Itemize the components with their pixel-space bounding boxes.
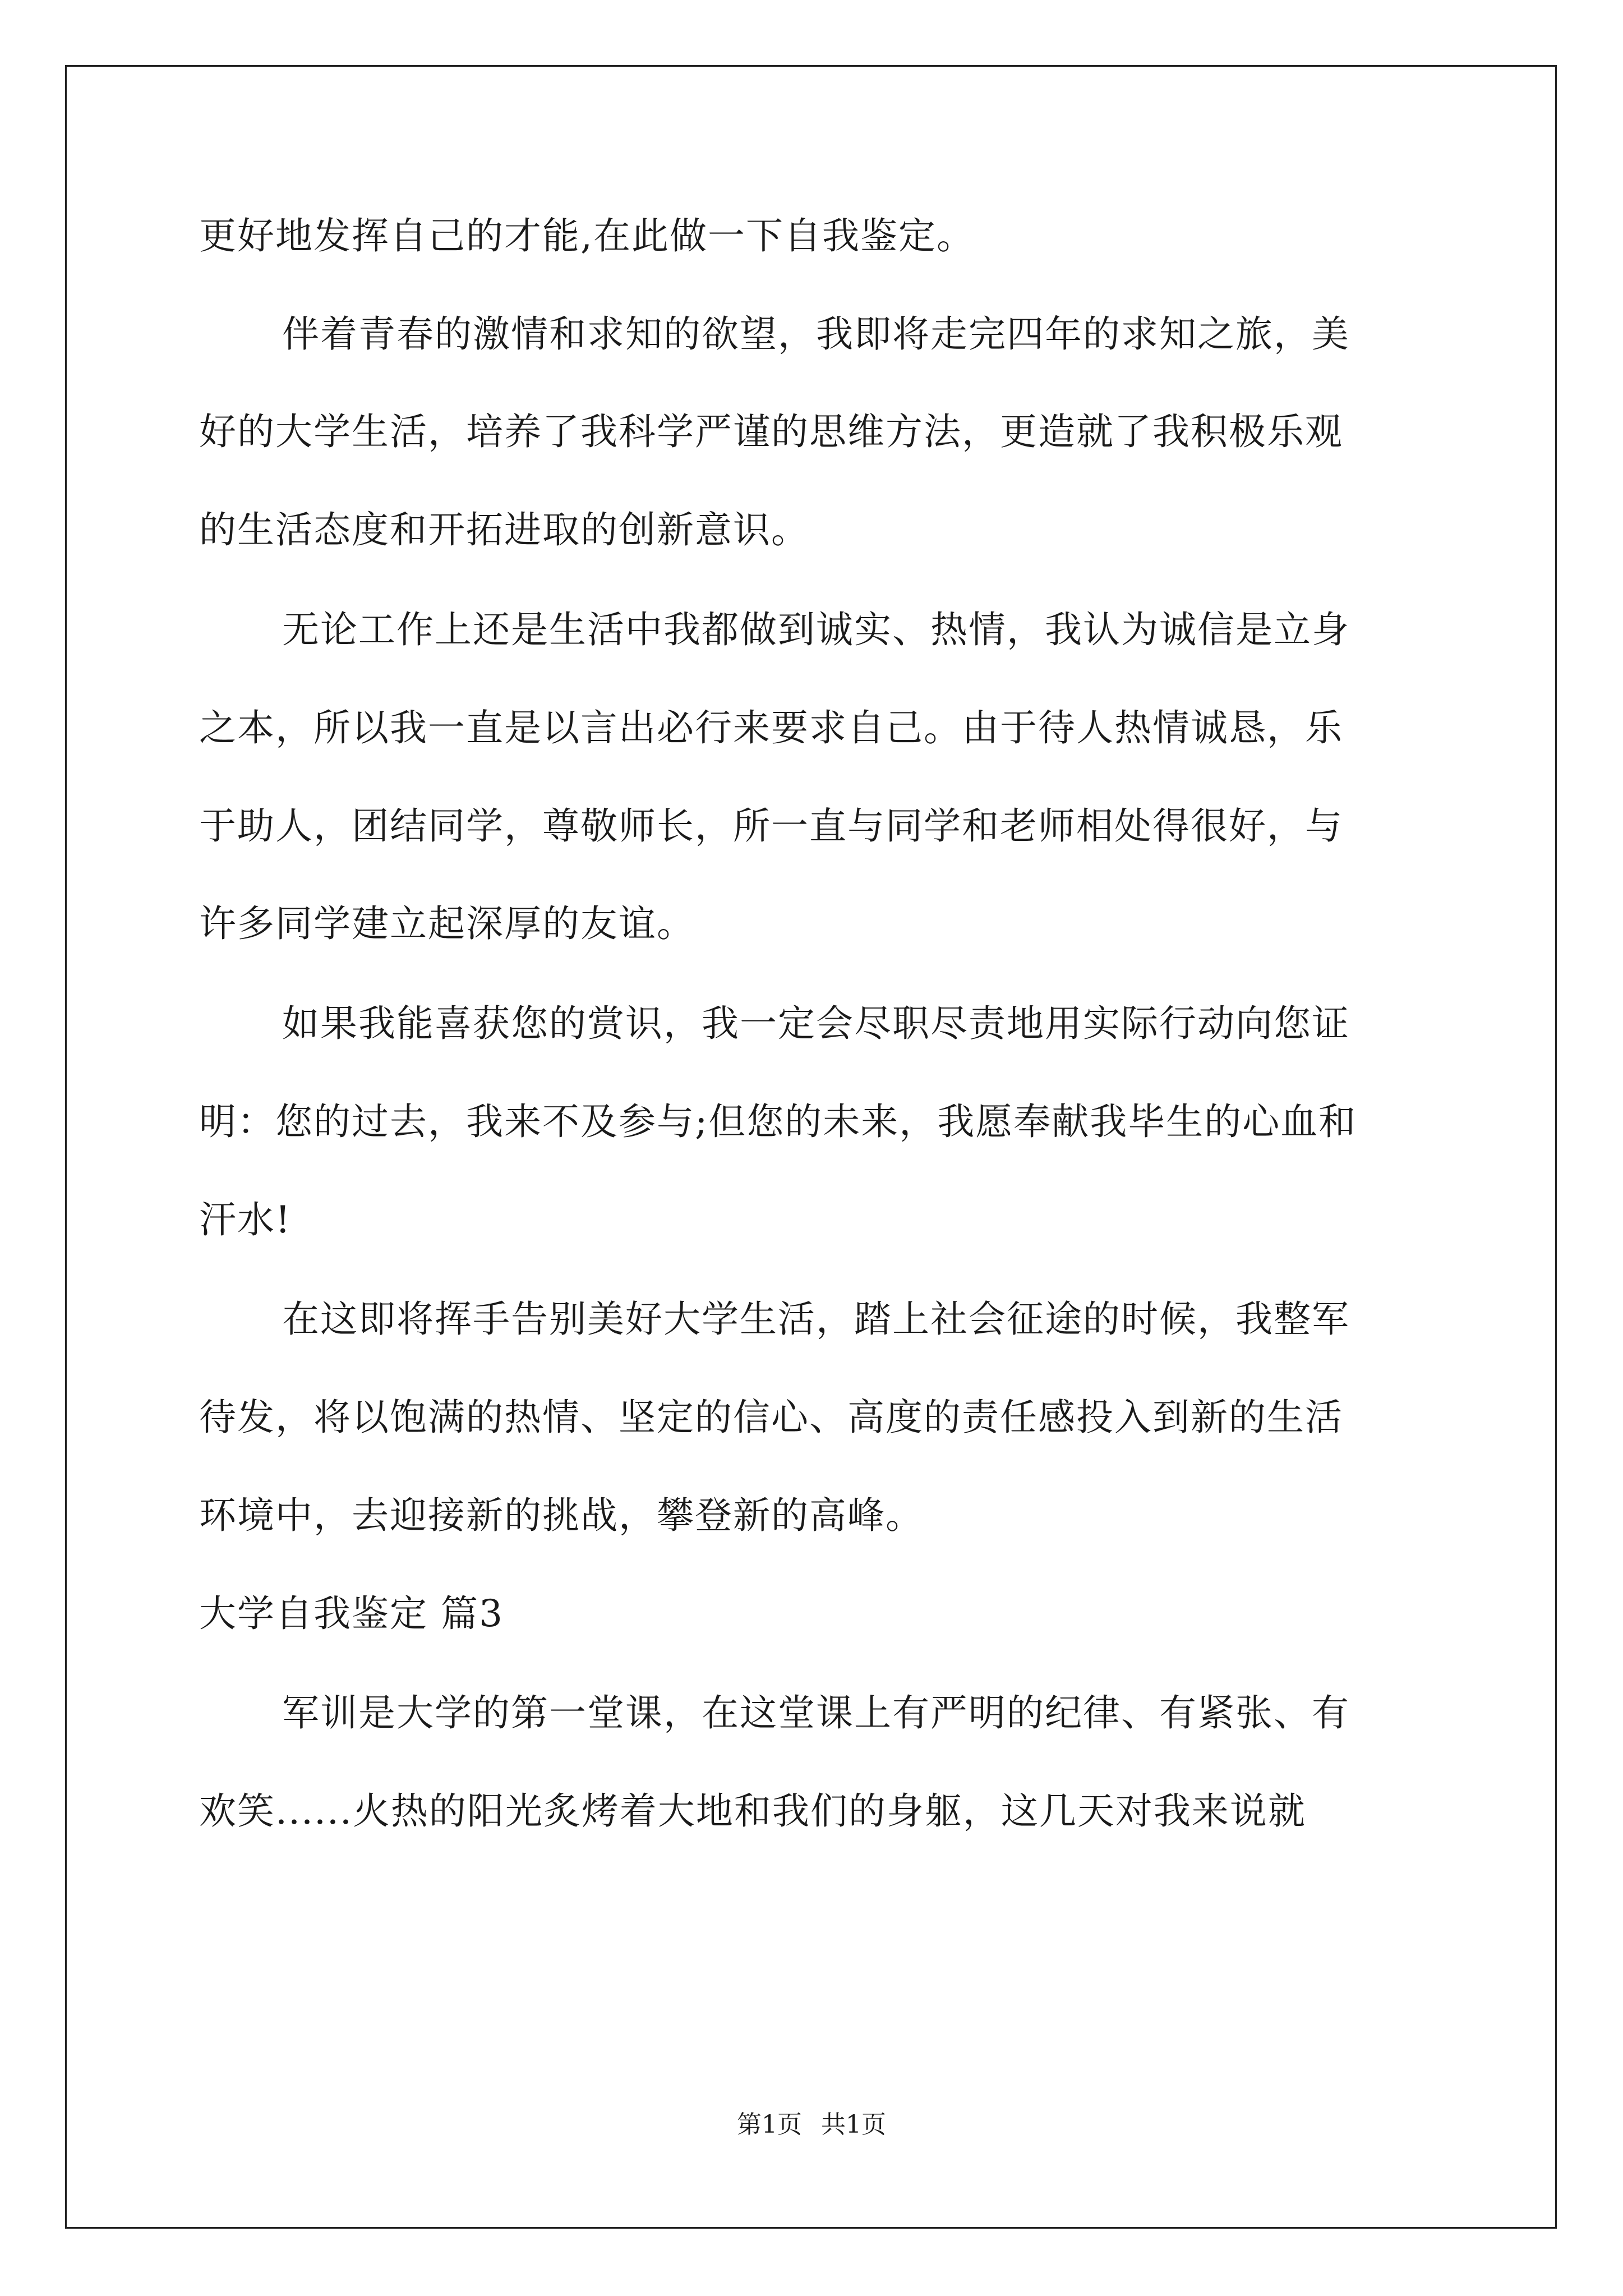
paragraph-line: 欢笑......火热的阳光炙烤着大地和我们的身躯，这几天对我来说就 — [199, 1789, 1306, 1833]
paragraph-line: 之本，所以我一直是以言出必行来要求自己。由于待人热情诚恳，乐 — [199, 706, 1343, 749]
paragraph-line: 许多同学建立起深厚的友谊。 — [199, 902, 695, 945]
paragraph-line: 好的大学生活，培养了我科学严谨的思维方法，更造就了我积极乐观 — [199, 410, 1343, 453]
paragraph-line: 待发，将以饱满的热情、坚定的信心、高度的责任感投入到新的生活 — [199, 1396, 1343, 1439]
paragraph-line: 伴着青春的激情和求知的欲望，我即将走完四年的求知之旅，美 — [282, 312, 1350, 356]
paragraph-line: 在这即将挥手告别美好大学生活，踏上社会征途的时候，我整军 — [282, 1297, 1350, 1341]
page-number-current: 第1页 — [737, 2110, 802, 2139]
section-heading: 大学自我鉴定 篇3 — [199, 1592, 504, 1635]
paragraph-line: 的生活态度和开拓进取的创新意识。 — [199, 508, 809, 551]
page-footer — [0, 2108, 1623, 2142]
paragraph-line: 如果我能喜获您的赏识，我一定会尽职尽责地用实际行动向您证 — [282, 1002, 1350, 1045]
paragraph-line: 环境中，去迎接新的挑战，攀登新的高峰。 — [199, 1494, 924, 1537]
paragraph-line: 汗水! — [199, 1198, 292, 1241]
page-number-total: 共1页 — [821, 2110, 886, 2139]
paragraph-line: 无论工作上还是生活中我都做到诚实、热情，我认为诚信是立身 — [282, 608, 1350, 651]
paragraph-line: 于助人，团结同学，尊敬师长，所一直与同学和老师相处得很好，与 — [199, 804, 1343, 848]
paragraph-line: 更好地发挥自己的才能,在此做一下自我鉴定。 — [199, 214, 975, 257]
paragraph-line: 明：您的过去，我来不及参与;但您的未来，我愿奉献我毕生的心血和 — [199, 1100, 1357, 1143]
paragraph-line: 军训是大学的第一堂课，在这堂课上有严明的纪律、有紧张、有 — [282, 1691, 1350, 1734]
